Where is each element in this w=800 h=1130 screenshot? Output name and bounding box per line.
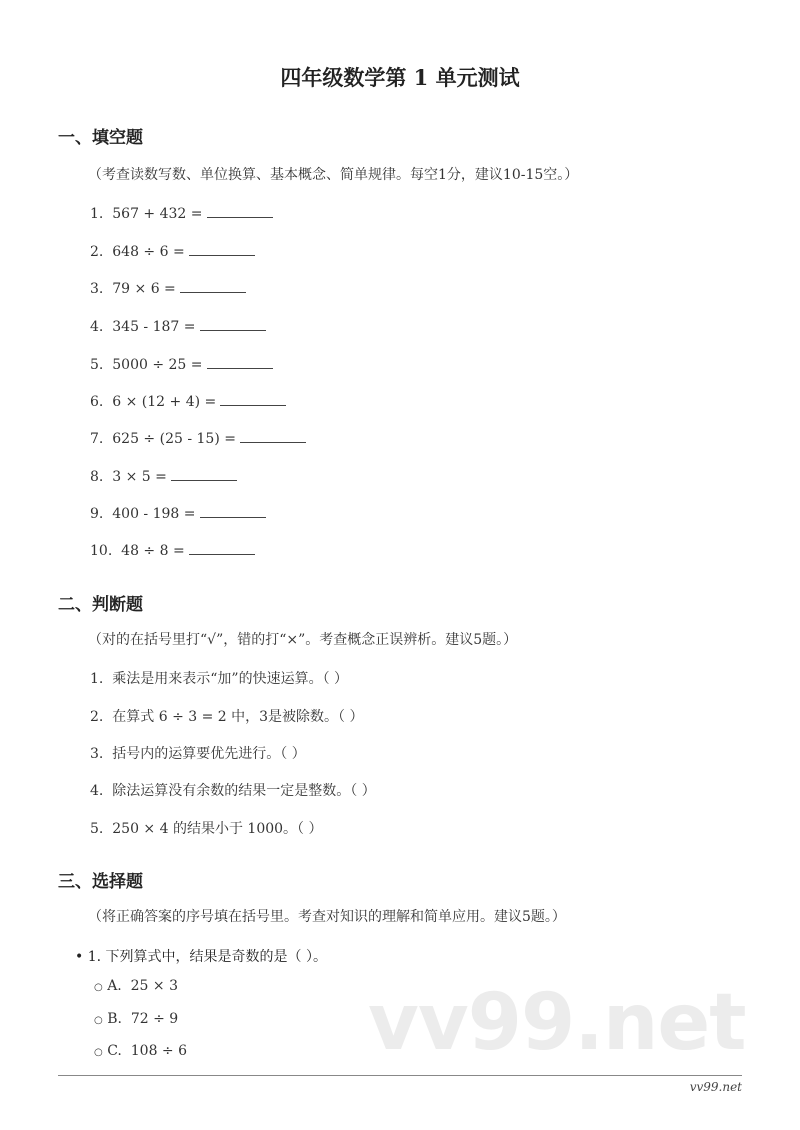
question-text: 3. 79 × 6 =	[90, 281, 176, 297]
question-item	[90, 503, 266, 522]
choice-option[interactable]	[94, 978, 178, 994]
section-note: （考查读数写数、单位换算、基本概念、简单规律。每空1分，建议10-15空。）	[88, 167, 579, 183]
circle-bullet-icon: ○	[94, 982, 103, 993]
section-heading-choice: 三、选择题	[58, 872, 143, 892]
answer-blank[interactable]	[207, 203, 273, 218]
question-text: 7. 625 ÷ (25 - 15) =	[90, 431, 236, 447]
section-note: （对的在括号里打“√”，错的打“×”。考查概念正误辨析。建议5题。）	[88, 632, 518, 648]
watermark: vv99.net	[368, 978, 746, 1068]
question-item	[90, 428, 306, 447]
circle-bullet-icon: ○	[94, 1015, 103, 1026]
option-label: A. 25 × 3	[107, 978, 179, 994]
answer-blank[interactable]	[207, 354, 273, 369]
section-note: （将正确答案的序号填在括号里。考查对知识的理解和简单应用。建议5题。）	[88, 909, 566, 925]
answer-blank[interactable]	[189, 241, 255, 256]
section-heading-true-false: 二、判断题	[58, 595, 143, 615]
judgment-item: 1. 乘法是用来表示“加”的快速运算。（ ）	[90, 671, 349, 687]
answer-blank[interactable]	[171, 466, 237, 481]
choice-question	[75, 946, 327, 966]
question-text: 1. 567 + 432 =	[90, 206, 203, 222]
answer-blank[interactable]	[200, 316, 266, 331]
option-label: B. 72 ÷ 9	[107, 1011, 179, 1027]
answer-blank[interactable]	[220, 391, 286, 406]
choice-option[interactable]	[94, 1043, 187, 1059]
choice-option[interactable]	[94, 1011, 178, 1027]
section-heading-fill-blank: 一、填空题	[58, 128, 143, 148]
question-item	[90, 278, 246, 297]
judgment-item: 3. 括号内的运算要优先进行。（ ）	[90, 746, 306, 762]
answer-blank[interactable]	[189, 540, 255, 555]
question-text: 1. 下列算式中，结果是奇数的是（ ）。	[87, 949, 327, 965]
question-text: 9. 400 - 198 =	[90, 506, 196, 522]
judgment-item: 5. 250 × 4 的结果小于 1000。（ ）	[90, 821, 323, 837]
question-text: 8. 3 × 5 =	[90, 469, 167, 485]
page-title: 四年级数学第 1 单元测试	[280, 65, 520, 90]
question-item	[90, 203, 273, 222]
judgment-item: 4. 除法运算没有余数的结果一定是整数。（ ）	[90, 783, 376, 799]
footer-divider	[58, 1075, 742, 1076]
option-label: C. 108 ÷ 6	[107, 1043, 188, 1059]
bullet-icon: •	[75, 949, 84, 965]
answer-blank[interactable]	[200, 503, 266, 518]
question-text: 4. 345 - 187 =	[90, 319, 196, 335]
question-text: 5. 5000 ÷ 25 =	[90, 357, 203, 373]
question-item	[90, 391, 286, 410]
question-text: 10. 48 ÷ 8 =	[90, 543, 185, 559]
question-text: 2. 648 ÷ 6 =	[90, 244, 185, 260]
question-item	[90, 241, 255, 260]
circle-bullet-icon: ○	[94, 1047, 103, 1058]
answer-blank[interactable]	[240, 428, 306, 443]
judgment-item: 2. 在算式 6 ÷ 3 = 2 中，3是被除数。（ ）	[90, 709, 364, 725]
question-text: 6. 6 × (12 + 4) =	[90, 394, 217, 410]
question-item	[90, 354, 273, 373]
question-item	[90, 466, 237, 485]
footer-text: vv99.net	[689, 1080, 742, 1094]
question-item	[90, 316, 266, 335]
answer-blank[interactable]	[180, 278, 246, 293]
question-item	[90, 540, 255, 559]
